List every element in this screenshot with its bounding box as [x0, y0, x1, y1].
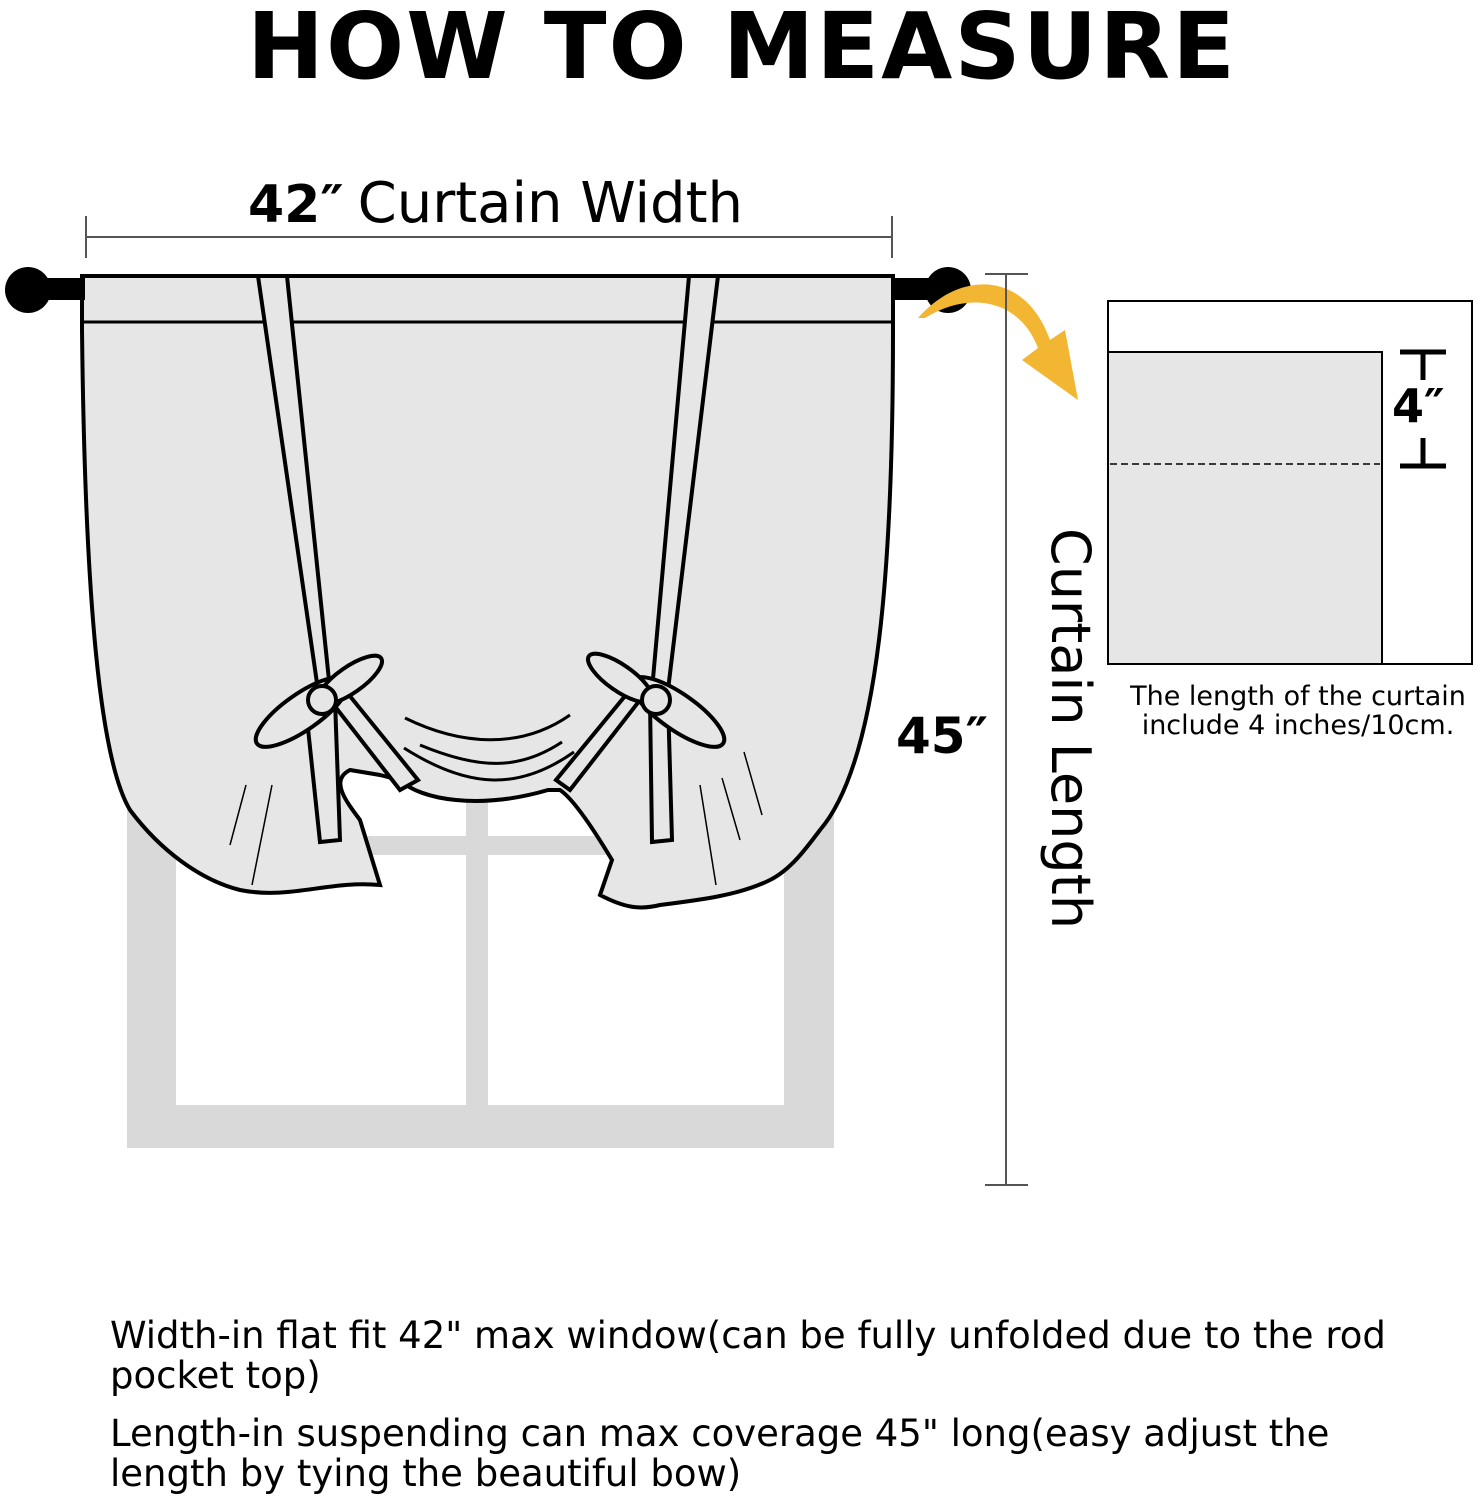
- rod-pocket-detail: [1108, 301, 1472, 664]
- length-caption: Curtain Length: [1039, 528, 1102, 930]
- width-value: 42″: [248, 175, 344, 235]
- arrow-icon: [918, 284, 1078, 400]
- length-value: 45″: [896, 707, 988, 765]
- length-dimension-line: [985, 274, 1028, 1185]
- width-label: [248, 168, 743, 240]
- width-caption: Curtain Width: [357, 171, 744, 236]
- length-description: Length-in suspending can max coverage 45" long(easy adjust the length by tying the beautiful bow): [110, 1412, 1330, 1495]
- rod-pocket-value: 4″: [1392, 379, 1445, 433]
- page-title: HOW TO MEASURE: [247, 0, 1237, 100]
- rod-pocket-note: The length of the curtain include 4 inches/10cm.: [1130, 681, 1466, 741]
- width-description: Width-in flat fit 42" max window(can be fully unfolded due to the rod pocket top): [110, 1314, 1386, 1397]
